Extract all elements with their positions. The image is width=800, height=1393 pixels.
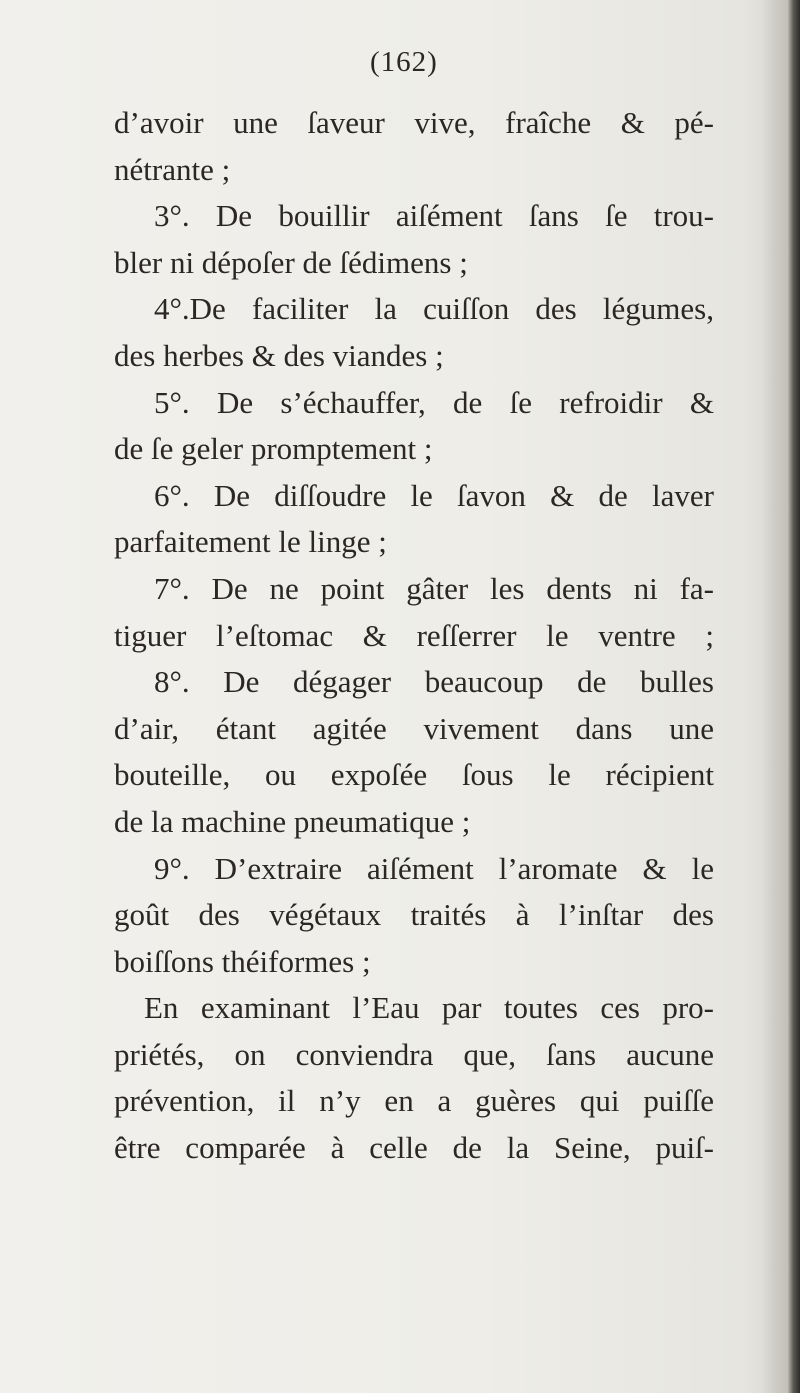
text-line: goût des végétaux traités à l’inſtar des [114, 897, 714, 933]
text-line: 4°.De faciliter la cuiſſon des légumes, [154, 291, 714, 327]
text-line: de ſe geler promptement ; [114, 431, 433, 467]
page-number: (162) [370, 46, 438, 78]
page-edge-shadow [762, 0, 788, 1393]
text-line: 7°. De ne point gâter les dents ni fa- [154, 570, 714, 606]
text-line: 9°. D’extraire aiſément l’aromate & le [154, 850, 714, 886]
text-line: nétrante ; [114, 151, 231, 187]
text-line: bouteille, ou expoſée ſous le récipient [114, 757, 714, 793]
body-text [114, 100, 714, 1172]
text-line: bler ni dépoſer de ſédimens ; [114, 244, 468, 280]
text-line: de la machine pneumatique ; [114, 803, 471, 839]
text-line: des herbes & des viandes ; [114, 337, 444, 373]
text-line: 6°. De diſſoudre le ſavon & de laver [154, 477, 714, 513]
text-line: tiguer l’eſtomac & reſſerrer le ventre ; [114, 617, 714, 653]
text-line: d’air, étant agitée vivement dans une [114, 710, 714, 746]
text-line: priétés, on conviendra que, ſans aucune [114, 1036, 714, 1072]
book-spine-edge [788, 0, 800, 1393]
text-line: 8°. De dégager beaucoup de bulles [154, 664, 714, 700]
text-line: 5°. De s’échauffer, de ſe refroidir & [154, 384, 714, 420]
text-line: être comparée à celle de la Seine, puiſ- [114, 1130, 714, 1166]
text-line: 3°. De bouillir aiſément ſans ſe trou- [154, 198, 714, 234]
text-line: parfaitement le linge ; [114, 524, 387, 560]
text-line: prévention, il n’y en a guères qui puiſſe [114, 1083, 714, 1119]
text-line: d’avoir une ſaveur vive, fraîche & pé- [114, 105, 714, 140]
text-line: En examinant l’Eau par toutes ces pro- [144, 990, 714, 1026]
text-line: boiſſons théiformes ; [114, 943, 371, 979]
